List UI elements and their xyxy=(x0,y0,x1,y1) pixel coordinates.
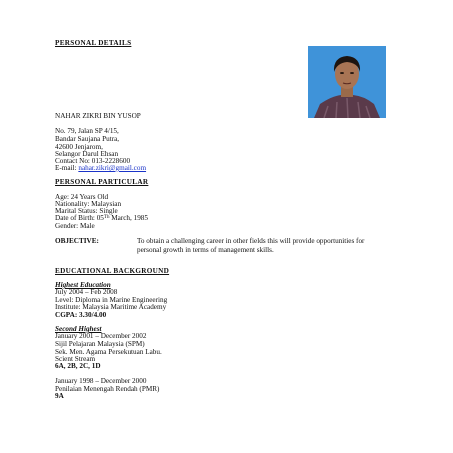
date-of-birth xyxy=(55,214,148,222)
dob-prefix: Date of Birth: 05 xyxy=(55,214,104,222)
highest-period: July 2004 – Feb 2008 xyxy=(55,288,118,296)
email-link[interactable]: nahar.zikri@gmail.com xyxy=(78,164,147,172)
marital-status: Marital Status: Single xyxy=(55,207,118,215)
nationality: Nationality: Malaysian xyxy=(55,200,122,208)
dob-superscript: Th xyxy=(103,215,110,220)
second-period: January 2001 – December 2002 xyxy=(55,332,147,340)
highest-institute: Institute: Malaysia Maritime Academy xyxy=(55,303,167,311)
objective-label: OBJECTIVE: xyxy=(55,237,99,245)
profile-photo xyxy=(308,46,386,118)
highest-education-title: Highest Education xyxy=(55,281,111,289)
second-certificate: Sijil Pelajaran Malaysia (SPM) xyxy=(55,340,145,348)
address-line-3: 42600 Jenjarom, xyxy=(55,143,103,151)
full-name: NAHAR ZIKRI BIN YUSOP xyxy=(55,112,141,120)
address-line-1: No. 79, Jalan SP 4/15, xyxy=(55,127,119,135)
age: Age: 24 Years Old xyxy=(55,193,109,201)
address-line-2: Bandar Saujana Putra, xyxy=(55,135,120,143)
education-heading: EDUCATIONAL BACKGROUND xyxy=(55,267,170,275)
gender: Gender: Male xyxy=(55,222,95,230)
highest-level: Level: Diploma in Marine Engineering xyxy=(55,296,168,304)
contact-number: Contact No: 013-2228600 xyxy=(55,157,131,165)
second-stream: Scient Stream xyxy=(55,355,96,363)
third-result: 9A xyxy=(55,392,64,400)
second-result: 6A, 2B, 2C, 1D xyxy=(55,362,101,370)
email-line xyxy=(55,164,146,172)
address-line-4: Selangor Darul Ehsan xyxy=(55,150,119,158)
highest-cgpa: CGPA: 3.30/4.00 xyxy=(55,311,107,319)
email-label: E-mail: xyxy=(55,164,77,172)
second-highest-title: Second Highest xyxy=(55,325,102,333)
personal-particular-heading: PERSONAL PARTICULAR xyxy=(55,178,149,186)
third-certificate: Penilaian Menengah Rendah (PMR) xyxy=(55,385,160,393)
second-school: Sek. Men. Agama Persekutuan Labu. xyxy=(55,348,162,356)
dob-suffix: March, 1985 xyxy=(109,214,148,222)
objective-text: To obtain a challenging career in other fields this will provide opportunities for personal growth in terms of management skills. xyxy=(137,237,365,254)
third-period: January 1998 – December 2000 xyxy=(55,377,147,385)
personal-details-heading: PERSONAL DETAILS xyxy=(55,39,132,47)
